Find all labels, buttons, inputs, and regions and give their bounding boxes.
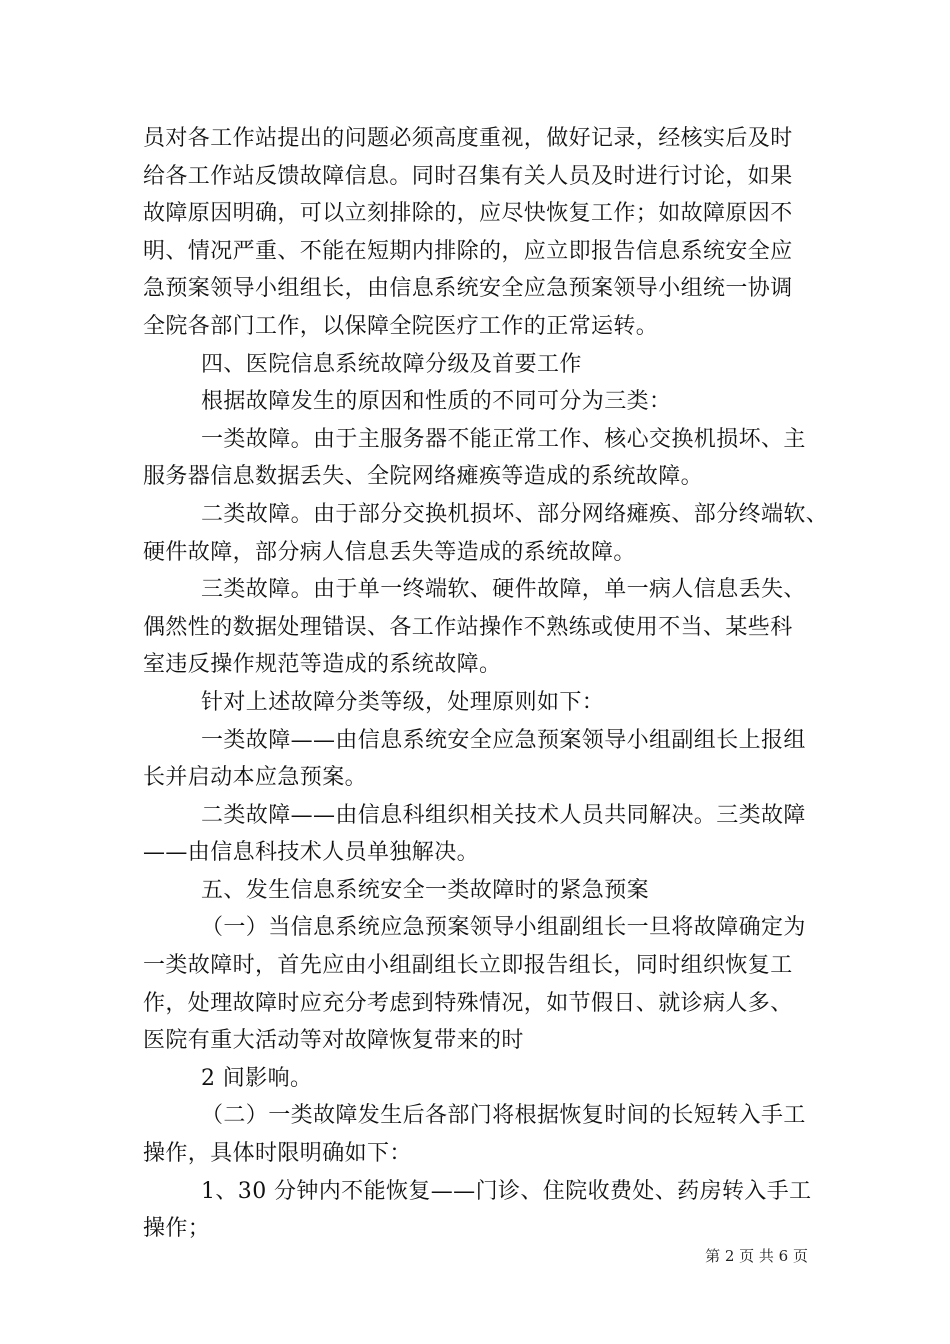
text-line-20: ——由信息科技术人员单独解决。 xyxy=(143,840,480,866)
text-line-12: 硬件故障，部分病人信息丢失等造成的系统故障。 xyxy=(143,539,636,565)
text-line-23: 一类故障时，首先应由小组副组长立即报告组长，同时组织恢复工 xyxy=(143,953,793,979)
text-line-8: 根据故障发生的原因和性质的不同可分为三类： xyxy=(201,389,672,415)
text-line-5: 急预案领导小组组长，由信息系统安全应急预案领导小组统一协调 xyxy=(143,276,793,302)
text-line-18: 长并启动本应急预案。 xyxy=(143,765,368,791)
text-line-26: 2 间影响。 xyxy=(201,1065,313,1091)
text-line-2: 给各工作站反馈故障信息。同时召集有关人员及时进行讨论，如果 xyxy=(143,163,793,189)
document-body xyxy=(143,120,829,1248)
text-line-19: 二类故障——由信息科组织相关技术人员共同解决。三类故障 xyxy=(201,802,806,828)
text-line-15: 室违反操作规范等造成的系统故障。 xyxy=(143,652,502,678)
text-line-4: 明、情况严重、不能在短期内排除的，应立即报告信息系统安全应 xyxy=(143,238,793,264)
text-line-11: 二类故障。由于部分交换机损坏、部分网络瘫痪、部分终端软、 xyxy=(201,501,829,527)
text-line-25: 医院有重大活动等对故障恢复带来的时 xyxy=(143,1028,524,1054)
section-heading-5: 五、发生信息系统安全一类故障时的紧急预案 xyxy=(201,877,650,903)
text-line-28: 操作，具体时限明确如下： xyxy=(143,1141,412,1167)
text-line-14: 偶然性的数据处理错误、各工作站操作不熟练或使用不当、某些科 xyxy=(143,614,793,640)
text-line-24: 作，处理故障时应充分考虑到特殊情况，如节假日、就诊病人多、 xyxy=(143,990,793,1016)
text-line-10: 服务器信息数据丢失、全院网络瘫痪等造成的系统故障。 xyxy=(143,464,704,490)
text-line-22: （一）当信息系统应急预案领导小组副组长一旦将故障确定为 xyxy=(201,915,806,941)
text-line-1: 员对各工作站提出的问题必须高度重视，做好记录，经核实后及时 xyxy=(143,126,793,151)
text-line-3: 故障原因明确，可以立刻排除的，应尽快恢复工作；如故障原因不 xyxy=(143,201,793,227)
text-line-16: 针对上述故障分类等级，处理原则如下： xyxy=(201,689,605,715)
text-line-30: 操作； xyxy=(143,1216,211,1242)
text-line-13: 三类故障。由于单一终端软、硬件故障，单一病人信息丢失、 xyxy=(201,577,806,603)
text-line-17: 一类故障——由信息系统安全应急预案领导小组副组长上报组 xyxy=(201,727,806,753)
text-line-9: 一类故障。由于主服务器不能正常工作、核心交换机损坏、主 xyxy=(201,426,806,452)
page-number-footer: 第 2 页 共 6 页 xyxy=(705,1247,808,1265)
text-line-6: 全院各部门工作，以保障全院医疗工作的正常运转。 xyxy=(143,313,659,339)
text-line-27: （二）一类故障发生后各部门将根据恢复时间的长短转入手工 xyxy=(201,1103,806,1129)
document-text xyxy=(143,120,829,1248)
section-heading-4: 四、医院信息系统故障分级及首要工作 xyxy=(201,351,582,377)
text-line-29: 1、30 分钟内不能恢复——门诊、住院收费处、药房转入手工 xyxy=(201,1178,812,1204)
